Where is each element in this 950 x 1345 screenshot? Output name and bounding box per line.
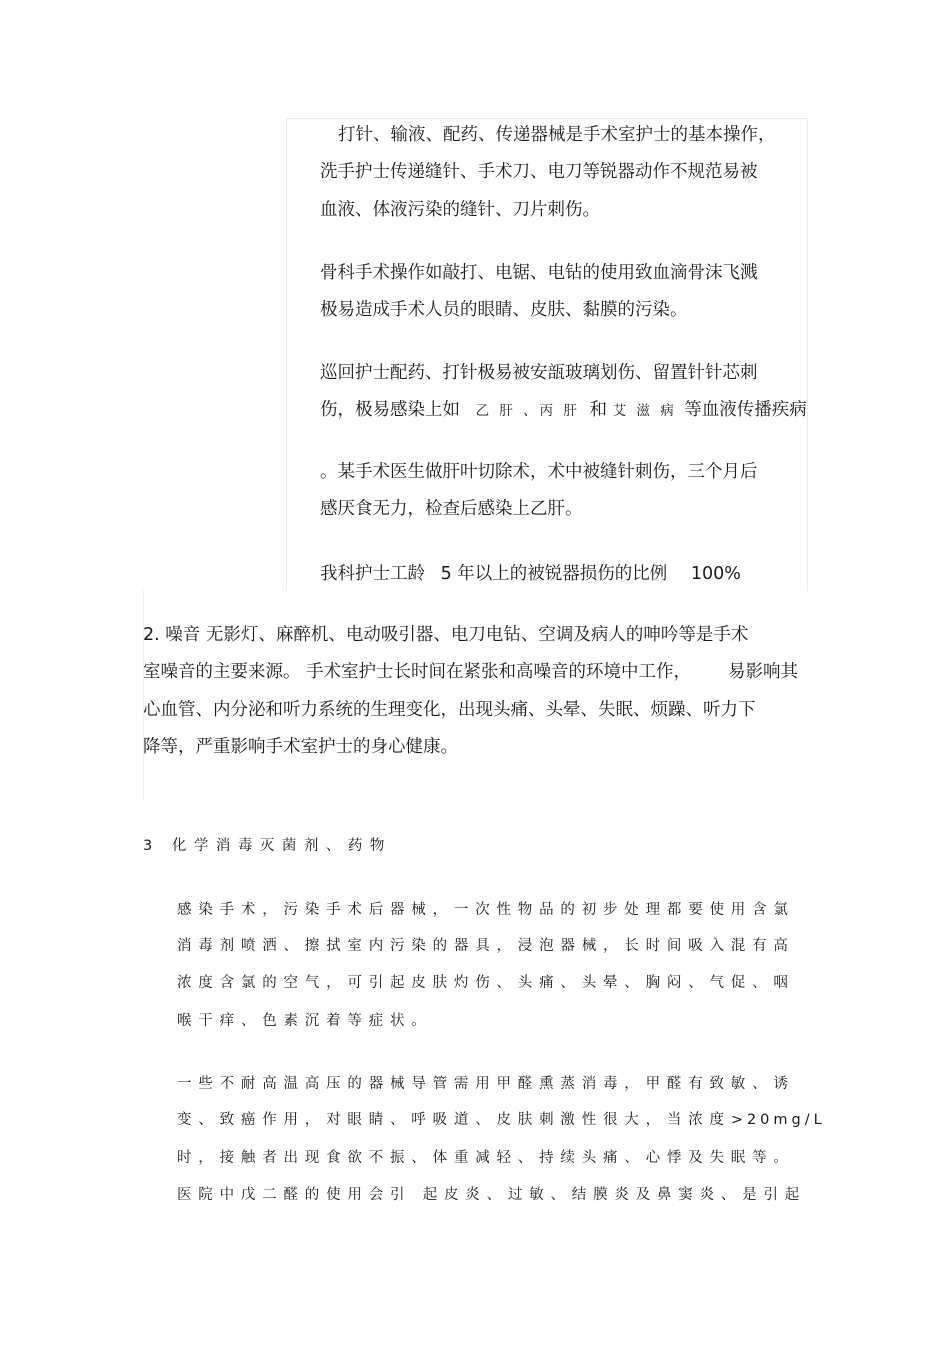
- s2-line-4: 降等，严重影响手术室护士的身心健康。: [143, 737, 458, 757]
- s1-line-9: 感厌食无力，检查后感染上乙肝。: [320, 499, 583, 519]
- s3-p2-line-3: 时，接触者出现食欲不振、体重减轻、持续头痛、心悸及失眠等。: [177, 1150, 795, 1166]
- s1-line-1: 打针、输液、配药、传递器械是手术室护士的基本操作，: [338, 125, 776, 145]
- s1-line-7: [320, 399, 807, 422]
- s3-p1-line-1: 感染手术，污染手术后器械，一次性物品的初步处理都要使用含氯: [177, 902, 795, 918]
- s1-line-7e: 等血液传播疾病: [684, 400, 807, 420]
- s1-line-2: 洗手护士传递缝针、手术刀、电刀等锐器动作不规范易被: [320, 162, 758, 182]
- s1-line-7b: 乙 肝 、丙 肝: [475, 403, 580, 419]
- s1-line-3: 血液、体液污染的缝针、刀片刺伤。: [320, 200, 600, 220]
- s3-p1-line-3: 浓度含氯的空气，可引起皮肤灼伤、头痛、头晕、胸闷、气促、咽: [177, 975, 795, 991]
- s3-p2-line-4: 医院中戊二醛的使用会引 起皮炎、过敏、结膜炎及鼻窦炎、是引起: [177, 1187, 807, 1203]
- s1-line-7a: 伤，极易感染上如: [320, 400, 460, 420]
- s3-p2-line-2a: 变、致癌作用，对眼睛、呼吸道、皮肤刺激性很大，当浓度: [177, 1112, 731, 1128]
- s3-heading: 3 化学消毒灭菌剂、药物: [143, 838, 392, 854]
- s3-p2-line-2: [177, 1110, 826, 1130]
- s1-line-10c: 100%: [690, 564, 741, 584]
- s3-p2-line-1: 一些不耐高温高压的器械导管需用甲醛熏蒸消毒，甲醛有致敏、诱: [177, 1076, 795, 1092]
- s3-p1-line-2: 消毒剂喷洒、擦拭室内污染的器具，浸泡器械，长时间吸入混有高: [177, 938, 795, 954]
- s3-p1-line-4: 喉干痒、色素沉着等症状。: [177, 1013, 433, 1029]
- s2-line-3: 心血管、内分泌和听力系统的生理变化，出现头痛、头晕、失眠、烦躁、听力下: [143, 700, 756, 720]
- s2-line-1: 2. 噪音 无影灯、麻醉机、电动吸引器、电刀电钻、空调及病人的呻吟等是手术: [143, 625, 749, 645]
- s1-line-5: 极易造成手术人员的眼睛、皮肤、黏膜的污染。: [320, 300, 688, 320]
- s1-line-7c: 和: [589, 400, 608, 420]
- s1-line-6: 巡回护士配药、打针极易被安瓿玻璃划伤、留置针针芯刺: [320, 363, 758, 383]
- s1-line-10a: 我科护士工龄: [320, 564, 425, 584]
- s1-line-7d: 艾 滋 病: [612, 403, 677, 419]
- margin-line: [143, 590, 144, 800]
- s3-p2-line-2b: >20mg/L: [730, 1112, 826, 1128]
- s1-line-4: 骨科手术操作如敲打、电锯、电钻的使用致血滴骨沫飞溅: [320, 263, 758, 283]
- s1-line-10b: 5 年以上的被锐器损伤的比例: [440, 564, 668, 584]
- s1-line-8: 。某手术医生做肝叶切除术，术中被缝针刺伤，三个月后: [320, 462, 758, 482]
- quote-box-border: [286, 118, 808, 591]
- s1-line-10: [320, 563, 741, 585]
- s2-line-2: 室噪音的主要来源。 手术室护士长时间在紧张和高噪音的环境中工作，: [143, 662, 692, 682]
- s2-line-2b: 易影响其: [728, 662, 798, 682]
